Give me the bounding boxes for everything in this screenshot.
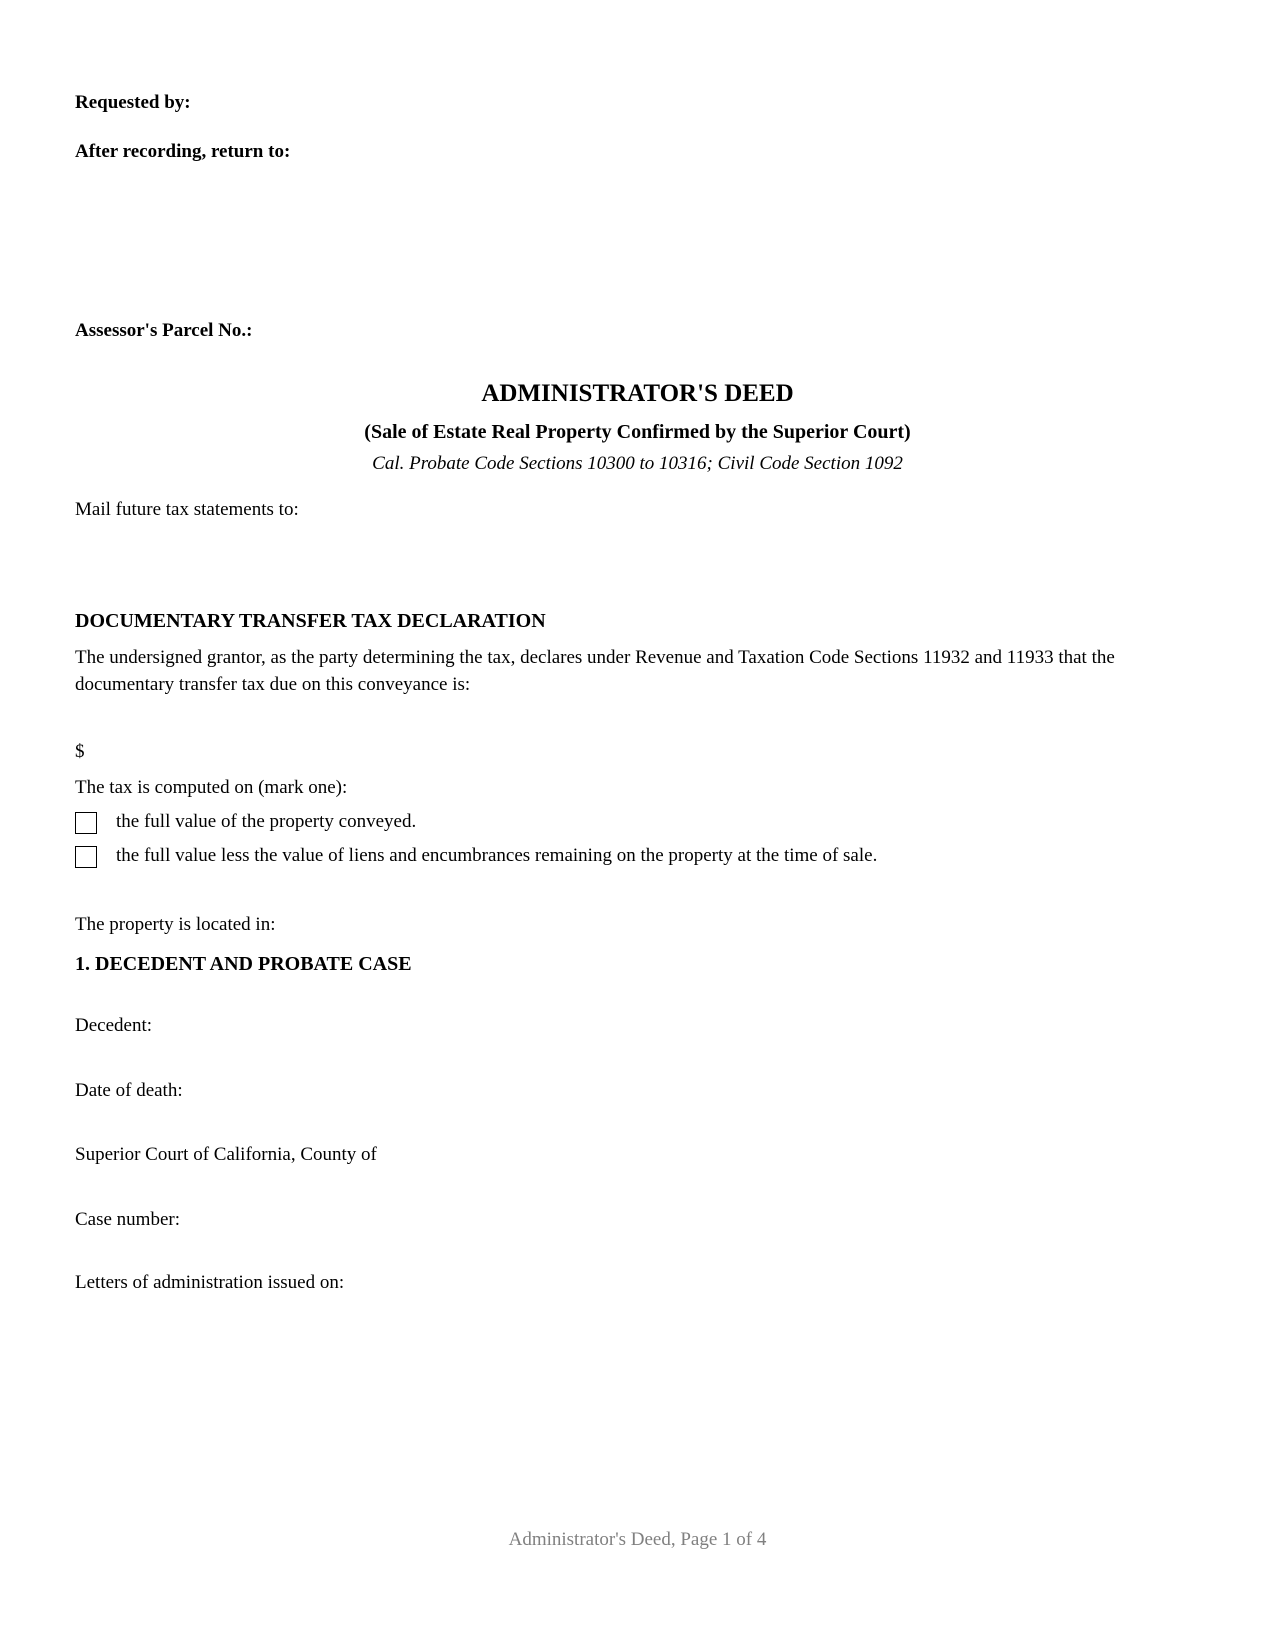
transfer-tax-declaration: The undersigned grantor, as the party determining the tax, declares under Revenue and Taxation Code Sections 11932 and 11933 that the documentary transfer tax due on this conveyance is:: [75, 647, 1115, 695]
decedent-label: Decedent:: [75, 1015, 153, 1036]
page-footer: Administrator's Deed, Page 1 of 4: [508, 1529, 767, 1550]
property-located-label: The property is located in:: [75, 914, 276, 935]
document-title: ADMINISTRATOR'S DEED: [481, 380, 794, 407]
transfer-tax-heading: DOCUMENTARY TRANSFER TAX DECLARATION: [75, 610, 546, 632]
less-liens-option-label: the full value less the value of liens and encumbrances remaining on the property at the time of sale.: [116, 845, 878, 866]
tax-computed-on-label: The tax is computed on (mark one):: [75, 777, 348, 798]
full-value-checkbox[interactable]: [75, 812, 97, 834]
less-liens-checkbox[interactable]: [75, 846, 97, 868]
letters-issued-label: Letters of administration issued on:: [75, 1272, 345, 1293]
superior-court-county-label: Superior Court of California, County of: [75, 1144, 377, 1165]
date-of-death-label: Date of death:: [75, 1080, 183, 1101]
statute-citation: Cal. Probate Code Sections 10300 to 10316; Civil Code Section 1092: [372, 453, 903, 474]
return-to-label: After recording, return to:: [75, 141, 291, 162]
document-subtitle: (Sale of Estate Real Property Confirmed by the Superior Court): [364, 421, 911, 443]
mail-tax-statements-label: Mail future tax statements to:: [75, 499, 299, 520]
decedent-section-heading: 1. DECEDENT AND PROBATE CASE: [75, 953, 412, 975]
parcel-number-label: Assessor's Parcel No.:: [75, 320, 253, 341]
tax-amount-dollar: $: [75, 741, 85, 762]
requested-by-label: Requested by:: [75, 92, 191, 113]
full-value-option-label: the full value of the property conveyed.: [116, 811, 417, 832]
case-number-label: Case number:: [75, 1209, 181, 1230]
